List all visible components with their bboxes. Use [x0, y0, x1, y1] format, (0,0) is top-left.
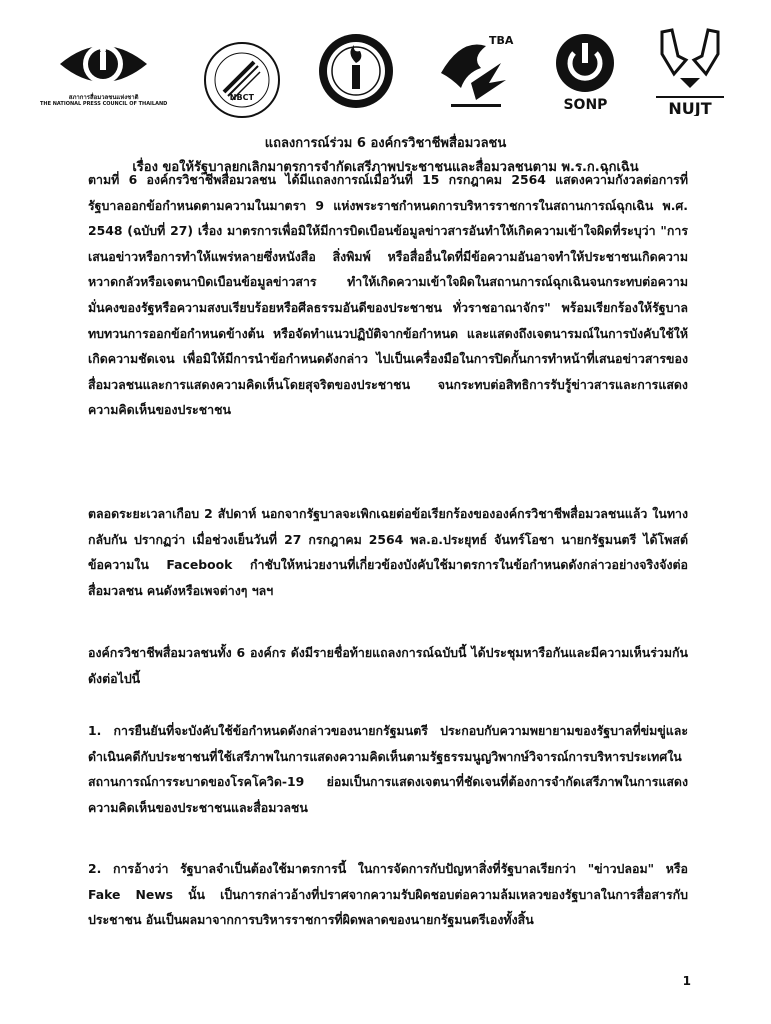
- nbct-emblem-icon: [202, 40, 282, 120]
- page-number: 1: [682, 974, 691, 988]
- heading-line-1: แถลงการณ์ร่วม 6 องค์กรวิชาชีพสื่อมวลชน: [264, 136, 507, 151]
- sonp-caption: SONP: [563, 96, 608, 113]
- power-icon: [555, 29, 615, 97]
- nujt-logo: [650, 26, 730, 116]
- press-council-caption-en: THE NATIONAL PRESS COUNCIL OF THAILAND: [40, 100, 168, 107]
- nbct-caption: NBCT: [229, 93, 254, 102]
- nujt-caption: NUJT: [668, 98, 712, 116]
- paragraph-1: ตามที่ 6 องค์กรวิชาชีพสื่อมวลชน ได้มีแถลงการณ์เมื่อวันที่ 15 กรกฎาคม 2564 แสดงความกังวลต่อการที่รัฐบาลออกข้อกำหนดตามความในมาตรา 9 แห่งพระราชกำหนดการบริหารราชการในสถานการณ์ฉุกเฉิน พ.ศ. 2548 (ฉบับที่ 27) เรื่อง มาตรการเพื่อมิให้มีการบิดเบือนข้อมูลข่าวสารอันทำให้เกิดความเข้าใจผิดที่ระบุว่า "การเสนอข่าวหรือการทำให้แพร่หลายซึ่งหนังสือ สิ่งพิมพ์ หรือสื่ออื่นใดที่มีข้อความอันอาจทำให้ประชาชนเกิดความหวาดกลัวหรือเจตนาบิดเบือนข้อมูลข่าวสาร ทำให้เกิดความเข้าใจผิดในสถานการณ์ฉุกเฉินจนกระทบต่อความมั่นคงของรัฐหรือความสงบเรียบร้อยหรือศีลธรรมอันดีของประชาชน ทั่วราชอาณาจักร" พร้อมเรียกร้องให้รัฐบาลทบทวนการออกข้อกำหนดข้างต้น หรือจัดทำแนวปฏิบัติจากข้อกำหนด และแสดงถึงเจตนารมณ์ในการบังคับใช้ให้เกิดความชัดเจน เพื่อมิให้มีการนำข้อกำหนดดังกล่าว ไปเป็นเครื่องมือในการปิดกั้นการทำหน้าที่เสนอข่าวสารของสื่อมวลชนและการแสดงความคิดเห็นโดยสุจริตของประชาชน จนกระทบต่อสิทธิการรับรู้ข่าวสารและการแสดงความคิดเห็นของประชาชน: [88, 172, 688, 418]
- sonp-logo: [555, 29, 615, 113]
- journalists-association-logo: [316, 31, 396, 111]
- bird-icon: [431, 28, 521, 113]
- torch-emblem-icon: [316, 31, 396, 111]
- eye-icon: [56, 34, 151, 94]
- paragraph-4: 1. การยืนยันที่จะบังคับใช้ข้อกำหนดดังกล่าวของนายกรัฐมนตรี ประกอบกับความพยายามของรัฐบาลที่ข่มขู่และดำเนินคดีกับประชาชนที่ใช้เสรีภาพในการแสดงความคิดเห็นตามรัฐธรรมนูญวิพากษ์วิจารณ์การบริหารประเทศในสถานการณ์การระบาดของโรคโควิด-19 ย่อมเป็นการแสดงเจตนาที่ชัดเจนที่ต้องการจำกัดเสรีภาพในการแสดงความคิดเห็นของประชาชนและสื่อมวลชน: [88, 723, 688, 815]
- paragraph-5: 2. การอ้างว่า รัฐบาลจำเป็นต้องใช้มาตรการนี้ ในการจัดการกับปัญหาสิ่งที่รัฐบาลเรียกว่า "ข่าวปลอม" หรือ Fake News นั้น เป็นการกล่าวอ้างที่ปราศจากความรับผิดชอบต่อความล้มเหลวของรัฐบาลในการสื่อสารกับประชาชน อันเป็นผลมาจากการบริหารราชการที่ผิดพลาดของนายกรัฐมนตรีเองทั้งสิ้น: [88, 861, 688, 928]
- hands-icon: [650, 26, 730, 116]
- logo-row: [40, 18, 730, 123]
- press-council-caption-th: สภาการสื่อมวลชนแห่งชาติ: [68, 93, 139, 101]
- nbct-logo: [202, 40, 282, 101]
- tba-logo: [431, 28, 521, 113]
- press-council-logo: [40, 34, 167, 108]
- paragraph-3: องค์กรวิชาชีพสื่อมวลชนทั้ง 6 องค์กร ดังมีรายชื่อท้ายแถลงการณ์ฉบับนี้ ได้ประชุมหารือกันและมีความเห็นร่วมกันดังต่อไปนี้: [88, 645, 688, 686]
- heading-line-2: เรื่อง ขอให้รัฐบาลยกเลิกมาตรการจำกัดเสรีภาพประชาชนและสื่อมวลชนตาม พ.ร.ก.ฉุกเฉิน: [132, 160, 639, 175]
- paragraph-2: ตลอดระยะเวลาเกือบ 2 สัปดาห์ นอกจากรัฐบาลจะเพิกเฉยต่อข้อเรียกร้องขององค์กรวิชาชีพสื่อมวลชนแล้ว ในทางกลับกัน ปรากฏว่า เมื่อช่วงเย็นวันที่ 27 กรกฎาคม 2564 พล.อ.ประยุทธ์ จันทร์โอชา นายกรัฐมนตรี ได้โพสต์ข้อความใน Facebook กำชับให้หน่วยงานที่เกี่ยวข้องบังคับใช้มาตรการในข้อกำหนดดังกล่าวอย่างจริงจังต่อสื่อมวลชน คนดังหรือเพจต่างๆ ฯลฯ: [88, 506, 688, 598]
- tba-caption: TBA: [488, 34, 514, 47]
